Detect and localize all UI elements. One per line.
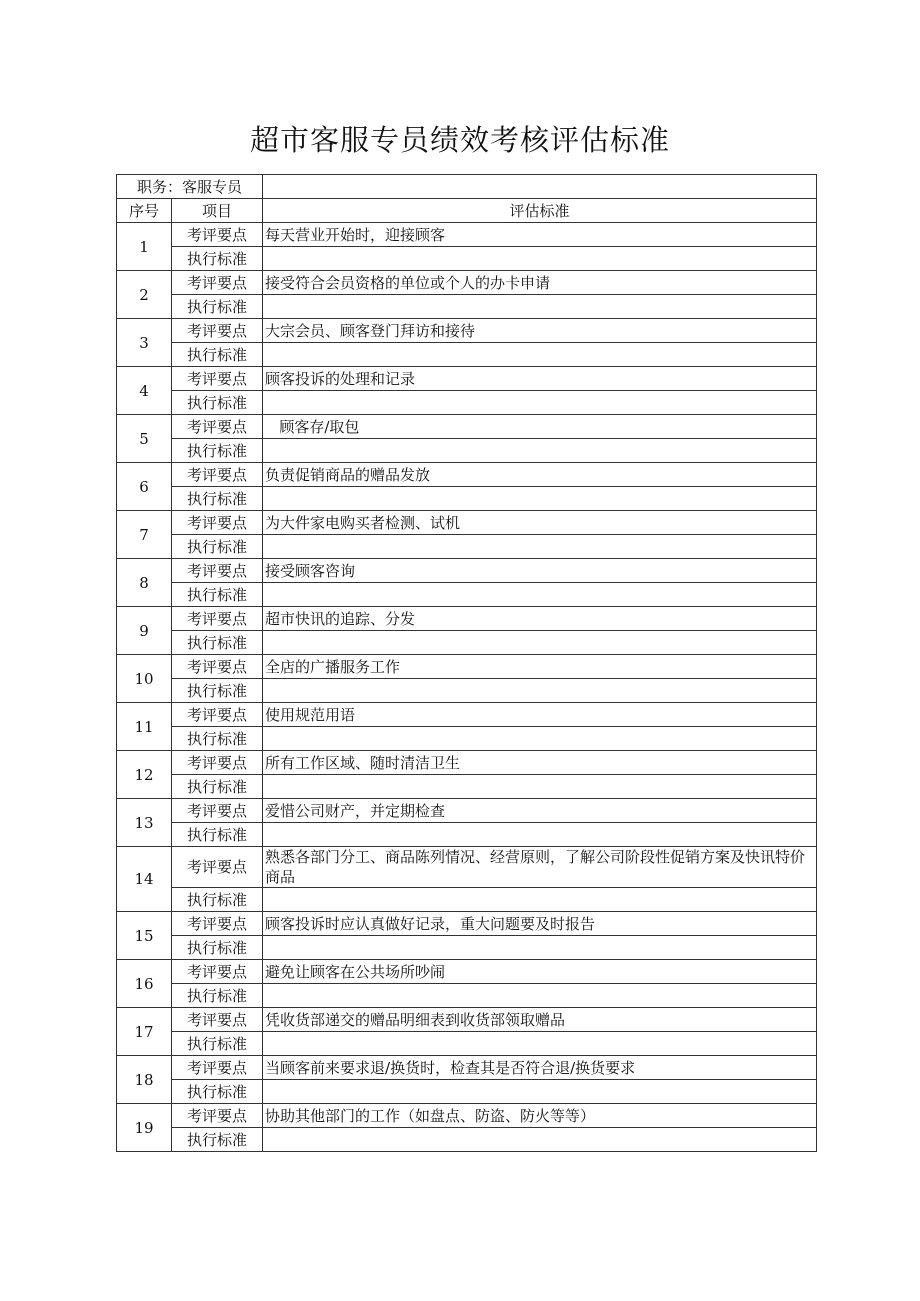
position-label: 职务：客服专员	[117, 175, 263, 199]
exec-standard-cell	[263, 439, 817, 463]
item-key-label: 考评要点	[172, 1056, 263, 1080]
row-number: 8	[117, 559, 172, 607]
table-row	[117, 487, 817, 511]
item-exec-label: 执行标准	[172, 936, 263, 960]
row-number: 2	[117, 271, 172, 319]
key-point-text: 爱惜公司财产，并定期检查	[263, 799, 817, 823]
position-blank-cell	[263, 175, 817, 199]
table-row	[117, 631, 817, 655]
row-number: 11	[117, 703, 172, 751]
item-exec-label: 执行标准	[172, 391, 263, 415]
table-row	[117, 1104, 817, 1128]
exec-standard-cell	[263, 583, 817, 607]
header-item: 项目	[172, 199, 263, 223]
item-key-label: 考评要点	[172, 655, 263, 679]
row-number: 15	[117, 912, 172, 960]
item-exec-label: 执行标准	[172, 727, 263, 751]
key-point-text: 当顾客前来要求退/换货时，检查其是否符合退/换货要求	[263, 1056, 817, 1080]
key-point-text: 顾客投诉时应认真做好记录，重大问题要及时报告	[263, 912, 817, 936]
item-key-label: 考评要点	[172, 607, 263, 631]
row-number: 16	[117, 960, 172, 1008]
row-number: 5	[117, 415, 172, 463]
row-number: 6	[117, 463, 172, 511]
item-key-label: 考评要点	[172, 1104, 263, 1128]
header-row	[117, 199, 817, 223]
item-exec-label: 执行标准	[172, 343, 263, 367]
table-row	[117, 271, 817, 295]
key-point-text: 凭收货部递交的赠品明细表到收货部领取赠品	[263, 1008, 817, 1032]
table-row	[117, 463, 817, 487]
exec-standard-cell	[263, 487, 817, 511]
item-key-label: 考评要点	[172, 223, 263, 247]
table-row	[117, 295, 817, 319]
row-number: 1	[117, 223, 172, 271]
table-row	[117, 223, 817, 247]
key-point-text: 避免让顾客在公共场所吵闹	[263, 960, 817, 984]
table-row	[117, 607, 817, 631]
row-number: 18	[117, 1056, 172, 1104]
row-number: 9	[117, 607, 172, 655]
key-point-text: 顾客投诉的处理和记录	[263, 367, 817, 391]
table-row	[117, 1032, 817, 1056]
exec-standard-cell	[263, 936, 817, 960]
item-exec-label: 执行标准	[172, 823, 263, 847]
item-key-label: 考评要点	[172, 751, 263, 775]
item-key-label: 考评要点	[172, 415, 263, 439]
table-row	[117, 888, 817, 912]
row-number: 10	[117, 655, 172, 703]
header-num: 序号	[117, 199, 172, 223]
table-row	[117, 1080, 817, 1104]
table-row	[117, 847, 817, 888]
item-key-label: 考评要点	[172, 511, 263, 535]
exec-standard-cell	[263, 343, 817, 367]
item-exec-label: 执行标准	[172, 1080, 263, 1104]
item-key-label: 考评要点	[172, 960, 263, 984]
table-row	[117, 343, 817, 367]
table-row	[117, 247, 817, 271]
key-point-text: 协助其他部门的工作（如盘点、防盗、防火等等）	[263, 1104, 817, 1128]
item-key-label: 考评要点	[172, 559, 263, 583]
table-row	[117, 703, 817, 727]
table-row	[117, 1128, 817, 1152]
item-exec-label: 执行标准	[172, 1128, 263, 1152]
item-exec-label: 执行标准	[172, 295, 263, 319]
exec-standard-cell	[263, 823, 817, 847]
table-row	[117, 936, 817, 960]
table-row	[117, 984, 817, 1008]
table-row	[117, 799, 817, 823]
table-row	[117, 823, 817, 847]
header-standard: 评估标准	[263, 199, 817, 223]
key-point-text: 负责促销商品的赠品发放	[263, 463, 817, 487]
key-point-text: 顾客存/取包	[263, 415, 817, 439]
table-row	[117, 1056, 817, 1080]
item-key-label: 考评要点	[172, 271, 263, 295]
item-exec-label: 执行标准	[172, 631, 263, 655]
row-number: 13	[117, 799, 172, 847]
table-row	[117, 655, 817, 679]
item-key-label: 考评要点	[172, 703, 263, 727]
table-row	[117, 751, 817, 775]
table-row	[117, 511, 817, 535]
position-row	[117, 175, 817, 199]
row-number: 7	[117, 511, 172, 559]
exec-standard-cell	[263, 775, 817, 799]
item-exec-label: 执行标准	[172, 439, 263, 463]
item-key-label: 考评要点	[172, 799, 263, 823]
exec-standard-cell	[263, 727, 817, 751]
item-exec-label: 执行标准	[172, 247, 263, 271]
item-key-label: 考评要点	[172, 1008, 263, 1032]
item-key-label: 考评要点	[172, 319, 263, 343]
item-exec-label: 执行标准	[172, 679, 263, 703]
key-point-text: 超市快讯的追踪、分发	[263, 607, 817, 631]
item-exec-label: 执行标准	[172, 583, 263, 607]
evaluation-table	[116, 174, 817, 1152]
table-row	[117, 960, 817, 984]
key-point-text: 接受顾客咨询	[263, 559, 817, 583]
table-row	[117, 775, 817, 799]
item-exec-label: 执行标准	[172, 487, 263, 511]
table-row	[117, 367, 817, 391]
exec-standard-cell	[263, 247, 817, 271]
table-row	[117, 391, 817, 415]
table-row	[117, 679, 817, 703]
item-key-label: 考评要点	[172, 912, 263, 936]
item-exec-label: 执行标准	[172, 775, 263, 799]
key-point-text: 使用规范用语	[263, 703, 817, 727]
item-exec-label: 执行标准	[172, 535, 263, 559]
key-point-text: 所有工作区域、随时清洁卫生	[263, 751, 817, 775]
key-point-text: 每天营业开始时，迎接顾客	[263, 223, 817, 247]
key-point-text: 全店的广播服务工作	[263, 655, 817, 679]
table-row	[117, 559, 817, 583]
table-row	[117, 583, 817, 607]
table-row	[117, 535, 817, 559]
item-exec-label: 执行标准	[172, 888, 263, 912]
exec-standard-cell	[263, 679, 817, 703]
row-number: 14	[117, 847, 172, 912]
key-point-text: 接受符合会员资格的单位或个人的办卡申请	[263, 271, 817, 295]
exec-standard-cell	[263, 1080, 817, 1104]
table-row	[117, 319, 817, 343]
table-row	[117, 415, 817, 439]
item-exec-label: 执行标准	[172, 1032, 263, 1056]
exec-standard-cell	[263, 888, 817, 912]
item-key-label: 考评要点	[172, 367, 263, 391]
row-number: 19	[117, 1104, 172, 1152]
exec-standard-cell	[263, 1128, 817, 1152]
item-exec-label: 执行标准	[172, 984, 263, 1008]
exec-standard-cell	[263, 535, 817, 559]
exec-standard-cell	[263, 295, 817, 319]
row-number: 12	[117, 751, 172, 799]
key-point-text: 大宗会员、顾客登门拜访和接待	[263, 319, 817, 343]
exec-standard-cell	[263, 391, 817, 415]
table-row	[117, 912, 817, 936]
row-number: 3	[117, 319, 172, 367]
exec-standard-cell	[263, 984, 817, 1008]
document-title: 超市客服专员绩效考核评估标准	[249, 123, 670, 157]
item-key-label: 考评要点	[172, 463, 263, 487]
item-key-label: 考评要点	[172, 847, 263, 888]
exec-standard-cell	[263, 631, 817, 655]
key-point-text: 为大件家电购买者检测、试机	[263, 511, 817, 535]
table-row	[117, 439, 817, 463]
key-point-text: 熟悉各部门分工、商品陈列情况、经营原则，了解公司阶段性促销方案及快讯特价商品	[263, 847, 817, 888]
table-row	[117, 1008, 817, 1032]
row-number: 4	[117, 367, 172, 415]
table-row	[117, 727, 817, 751]
row-number: 17	[117, 1008, 172, 1056]
exec-standard-cell	[263, 1032, 817, 1056]
